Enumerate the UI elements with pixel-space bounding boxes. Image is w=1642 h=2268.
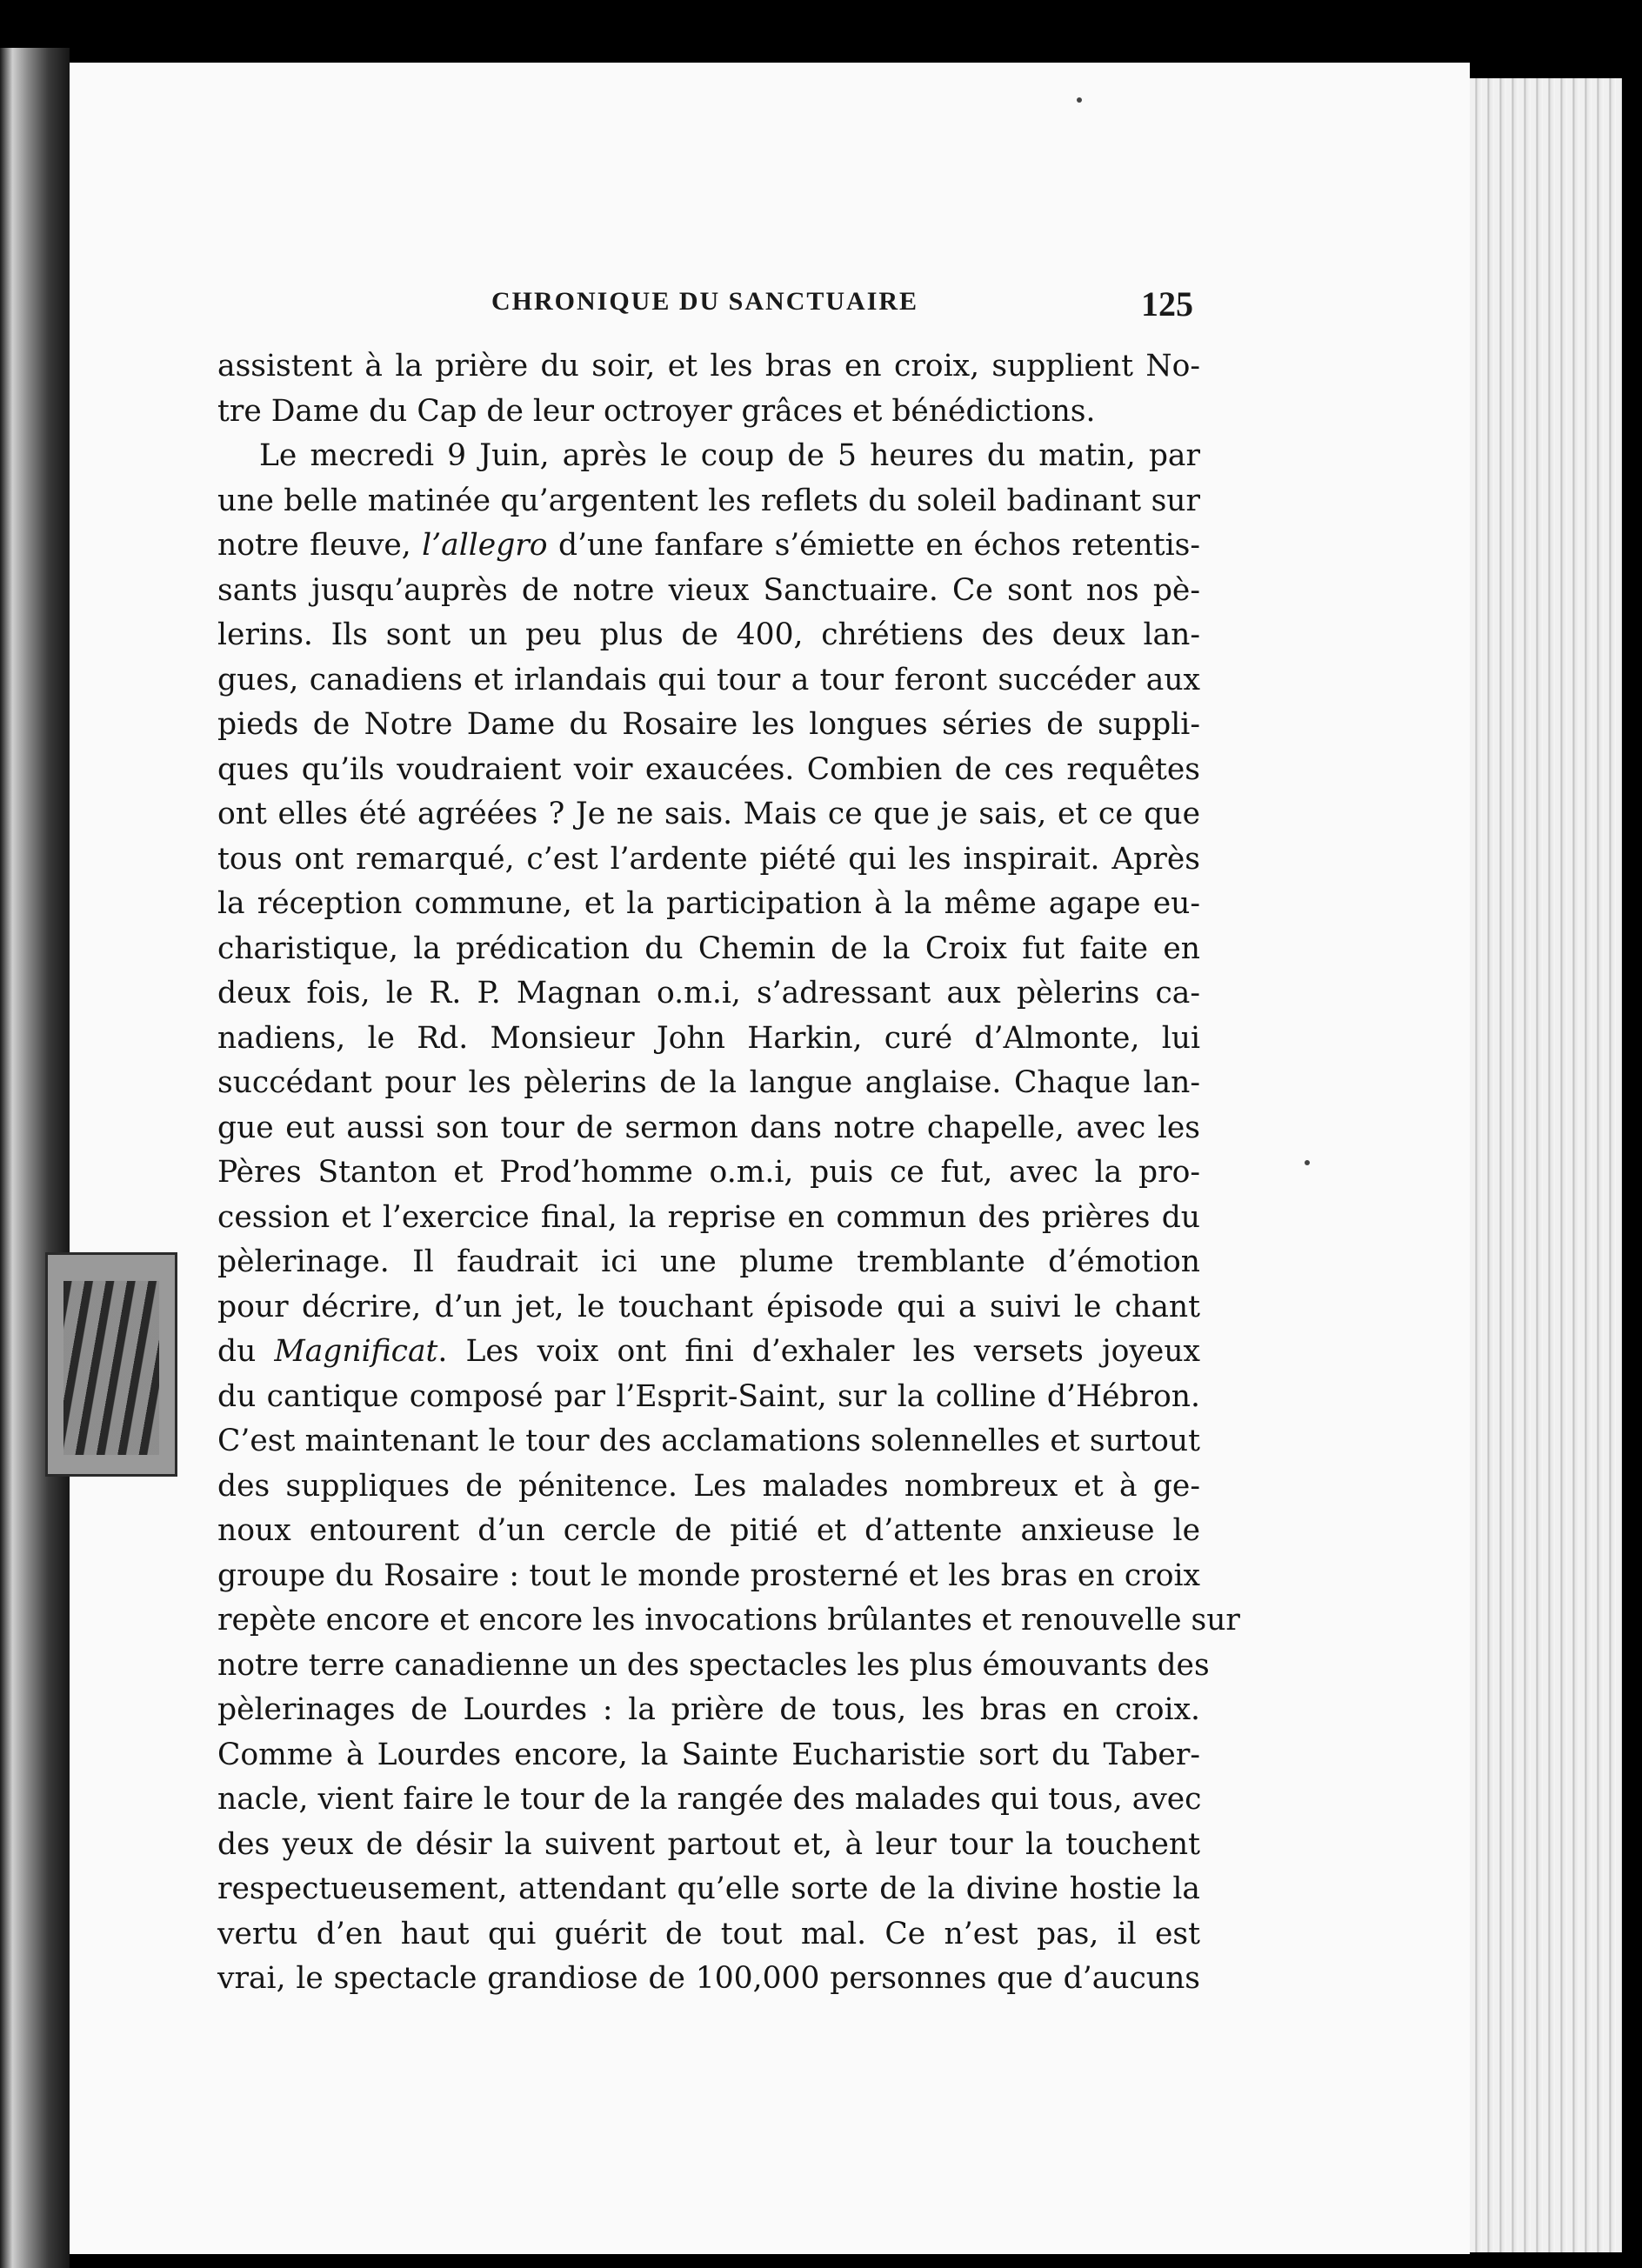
text-line: ont elles été agréées ? Je ne sais. Mais ce que je sais, et ce que	[217, 797, 1200, 831]
italic-word: l’allegro	[422, 528, 548, 563]
text-line: notre terre canadienne un des spectacles les plus émouvants des	[217, 1647, 1210, 1683]
italic-word: Magnificat	[274, 1334, 438, 1369]
page-number: 125	[1141, 284, 1193, 324]
text-line: nadiens, le Rd. Monsieur John Harkin, curé d’Almonte, lui	[217, 1020, 1200, 1056]
text-line: notre fleuve, l’allegro d’une fanfare s’émiette en échos retentis-	[217, 528, 1201, 563]
text-line: lerins. Ils sont un peu plus de 400, chrétiens des deux lan-	[217, 617, 1200, 652]
text-line: tre Dame du Cap de leur octroyer grâces et bénédictions.	[217, 393, 1096, 429]
text-line: gue eut aussi son tour de sermon dans notre chapelle, avec les	[217, 1110, 1200, 1145]
text-line: cession et l’exercice final, la reprise en commun des prières du	[217, 1199, 1200, 1235]
text-line: pèlerinage. Il faudrait ici une plume tremblante d’émotion	[217, 1244, 1200, 1279]
text-line: C’est maintenant le tour des acclamations solennelles et surtout	[217, 1424, 1200, 1458]
text-line: assistent à la prière du soir, et les bras en croix, supplient No-	[217, 349, 1200, 384]
text-line: noux entourent d’un cercle de pitié et d’attente anxieuse le	[217, 1513, 1200, 1548]
text-line: pieds de Notre Dame du Rosaire les longues séries de suppli-	[217, 707, 1200, 742]
book-spine-edge	[0, 48, 70, 2268]
text-line: ques qu’ils voudraient voir exaucées. Combien de ces requêtes	[217, 751, 1200, 787]
text-line: des suppliques de pénitence. Les malades nombreux et à ge-	[217, 1468, 1200, 1504]
text-line: repète encore et encore les invocations brûlantes et renouvelle sur	[217, 1603, 1240, 1638]
text-line: Le mecredi 9 Juin, après le coup de 5 heures du matin, par	[259, 438, 1200, 473]
text-line: nacle, vient faire le tour de la rangée des malades qui tous, avec	[217, 1782, 1202, 1817]
body-text	[217, 344, 1240, 2002]
text-line: deux fois, le R. P. Magnan o.m.i, s’adressant aux pèlerins ca-	[217, 976, 1200, 1011]
text-line: vrai, le spectacle grandiose de 100,000 personnes que d’aucuns	[217, 1961, 1200, 1996]
text-line: tous ont remarqué, c’est l’ardente piété qui les inspirait. Après	[217, 841, 1200, 877]
text-line: des yeux de désir la suivent partout et, à leur tour la touchent	[217, 1826, 1200, 1862]
text-line: respectueusement, attendant qu’elle sorte de la divine hostie la	[217, 1871, 1200, 1906]
text-line: Comme à Lourdes encore, la Sainte Eucharistie sort du Taber-	[217, 1737, 1200, 1772]
speck-mark	[1077, 97, 1082, 103]
text-line: groupe du Rosaire : tout le monde prosterné et les bras en croix	[217, 1558, 1200, 1593]
text-line: du cantique composé par l’Esprit-Saint, sur la colline d’Hébron.	[217, 1378, 1200, 1414]
page-block-edges	[1470, 78, 1622, 2252]
text-line: succédant pour les pèlerins de la langue anglaise. Chaque lan-	[217, 1065, 1200, 1100]
text-line: sants jusqu’auprès de notre vieux Sanctuaire. Ce sont nos pè-	[217, 572, 1200, 608]
text-line: vertu d’en haut qui guérit de tout mal. Ce n’est pas, il est	[217, 1916, 1200, 1951]
text-line: du Magnificat. Les voix ont fini d’exhaler les versets joyeux	[217, 1334, 1200, 1369]
text-line: la réception commune, et la participation à la même agape eu-	[217, 886, 1200, 921]
text-line: charistique, la prédication du Chemin de la Croix fut faite en	[217, 931, 1200, 966]
running-head: CHRONIQUE DU SANCTUAIRE	[491, 287, 919, 316]
text-line: pour décrire, d’un jet, le touchant épisode qui a suivi le chant	[217, 1289, 1200, 1324]
postage-stamp-image	[45, 1252, 177, 1477]
text-line: gues, canadiens et irlandais qui tour a tour feront succéder aux	[217, 662, 1200, 697]
text-line: Pères Stanton et Prod’homme o.m.i, puis ce fut, avec la pro-	[217, 1155, 1200, 1190]
speck-mark	[1305, 1160, 1310, 1165]
text-line: pèlerinages de Lourdes : la prière de tous, les bras en croix.	[217, 1692, 1200, 1727]
text-line: une belle matinée qu’argentent les reflets du soleil badinant sur	[217, 483, 1200, 518]
cancellation-mark	[63, 1281, 159, 1455]
